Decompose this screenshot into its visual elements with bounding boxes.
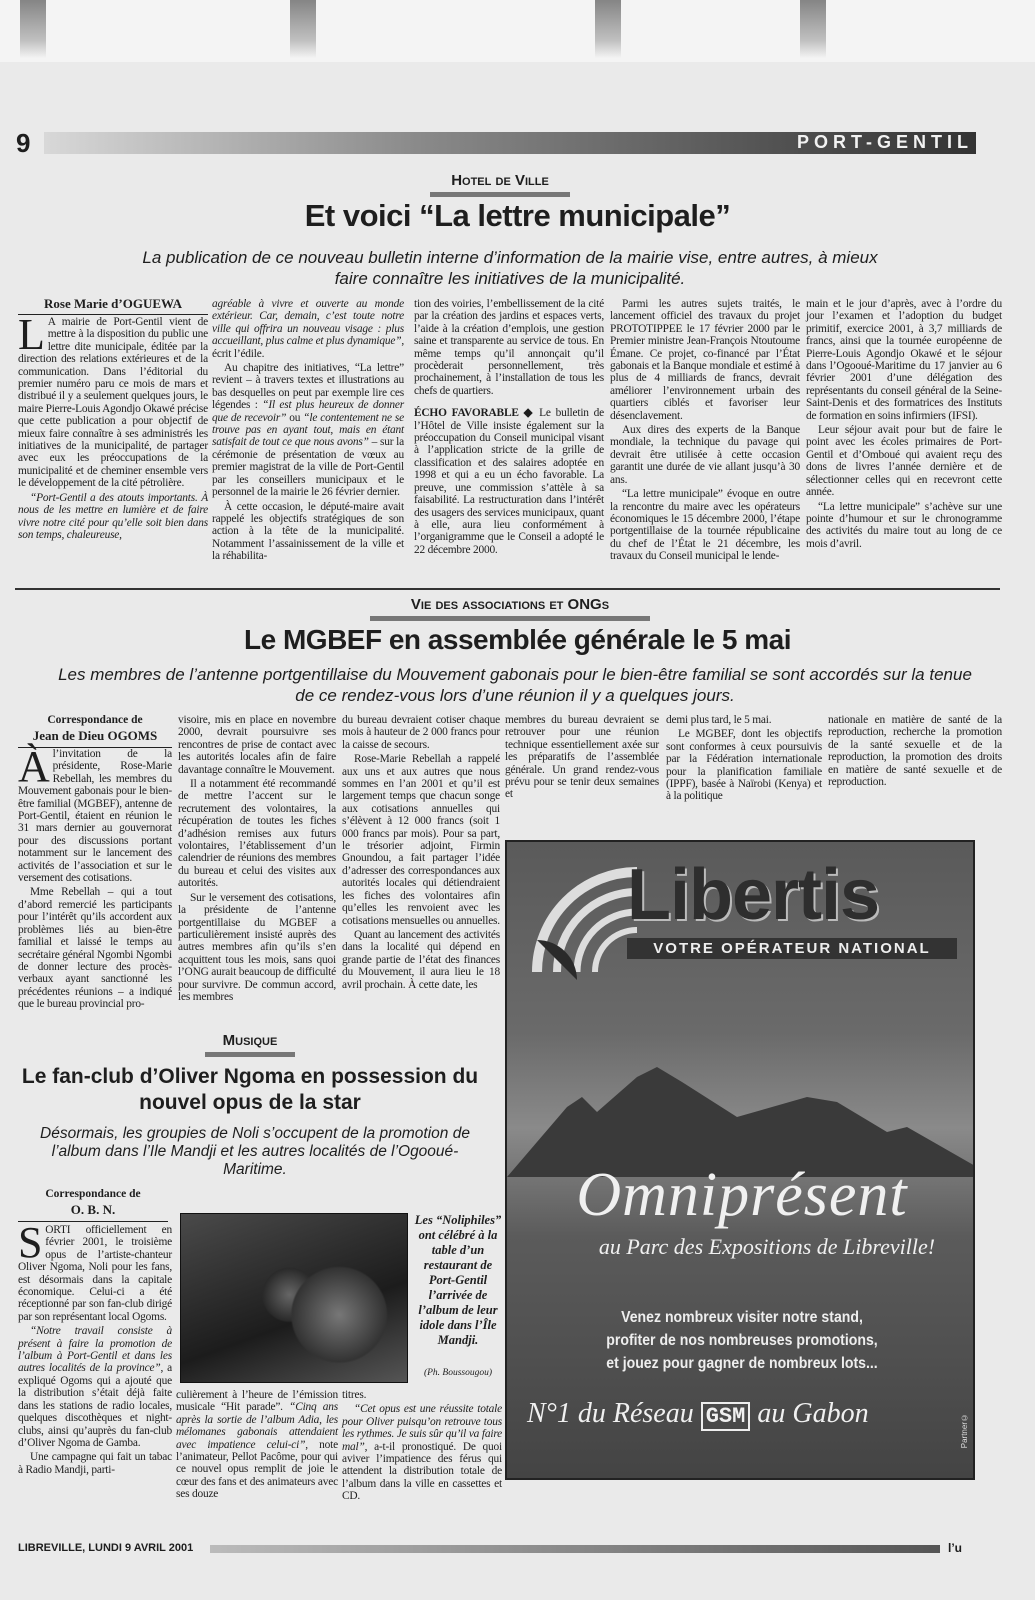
body-text: visoire, mis en place en novembre 2000, devrait poursuivre ses rencontres de prise de contact avec les autorités locales afin de faire davantage connaître le Mouvement.: [178, 714, 336, 776]
article2-kicker: Vie des associations et ONGs: [370, 596, 650, 621]
article2-column: [178, 714, 336, 1003]
photo-caption: Les “Noliphiles” ont célébré à la table d’un restaurant de Port-Gentil l’arrivée de l’album de leur idole dans l’Île Mandji.: [414, 1213, 502, 1347]
divider: [15, 588, 1000, 590]
paragraph: [342, 753, 500, 927]
body-text: tion des voiries, l’embellissement de la cité par la création des jardins et espaces verts, l’aide à la création d’emplois, une gestion saine et transparente au service de tous. En même temps qu’il annonçait qu’il procèderait personnellement, très prochainement, à l’installation de tous les chefs de quartiers.: [414, 298, 604, 397]
ad-slogan-end: au Gabon: [757, 1398, 869, 1429]
paragraph: [414, 298, 604, 397]
body-text: “La lettre municipale” s’achève sur une pointe d’humour et sur le chronogramme des activités du maire tout au long de ce mois d’avril.: [806, 500, 1002, 550]
article3-column: [18, 1218, 173, 1476]
body-text: Sur le versement des cotisations, la présidente de l’antenne portgentillaise du MGBEF a particulièrement insisté auprès des autres membres afin qu’ils s’en acquittent tous les mois, sans quoi l’ONG aurait beaucoup de difficulté pour survivre. De commun accord, les membres: [178, 891, 336, 1003]
footer-bar: [210, 1545, 940, 1553]
body-text: ou: [286, 411, 304, 424]
body-text: , a expliqué Ogoms qui a ajouté que la distribution s’était déjà faite dans les stations de radio locales, quelques discothèques et night-clubs, ainsi qu’auprès du fan-club d’Oliver Ngoma de Gamba.: [18, 1362, 173, 1449]
article3-column: [176, 1389, 338, 1501]
gsm-logo: GSM: [701, 1402, 751, 1431]
body-text: , écrit l’édile.: [212, 335, 404, 360]
quote-text: “Notre travail consiste à présent à faire la promotion de l’album à Port-Gentil et dans les autres localités de la province”: [18, 1325, 172, 1375]
body-text: nationale en matière de santé de la reproduction, recherche la promotion de la santé sexuelle et de la reproduction, la promotion des droits en matière de santé sexuelle et de reproduction.: [828, 714, 1002, 789]
paragraph: [178, 714, 336, 776]
article1-kicker: Hotel de Ville: [430, 172, 570, 197]
paragraph: [18, 1325, 172, 1449]
article3-deck: Désormais, les groupies de Noli s’occupent de la promotion de l’album dans l’Ile Mandji et les autres localités de l’Ogooué-Maritime.: [40, 1125, 470, 1178]
paragraph: [18, 1451, 172, 1476]
ad-tagline: VOTRE OPÉRATEUR NATIONAL: [627, 938, 957, 959]
body-text: À cette occasion, le député-maire avait rappelé les objectifs stratégiques de son action à la tête de la municipalité. Notamment l’assainissement de la ville et la réhabilita-: [212, 500, 404, 563]
body-text: membres du bureau devraient se retrouver pour une réunion technique essentiellement axée sur les préparatifs de l’assemblée générale. Un grand rendez-vous prévu pour se tenir deux semaines et: [505, 714, 659, 801]
article1-byline: Rose Marie d’OGUEWA: [18, 296, 208, 315]
drop-cap: L: [18, 310, 45, 359]
body-text: Le bulletin de l’Hôtel de Ville insiste également sur la préoccupation du Conseil municipal visant à l’application stricte de la grille de classification et des salaires adoptée en 1998 et qui a eu un écho favorable. La preuve, une commission s’attèle à sa faisabilité. La restructuration dans l’intérêt des usagers des services municipaux, quant à elle, aura lieu conformément à l’organigramme que le Conseil a adopté le 22 décembre 2000.: [414, 407, 604, 556]
quote-text: agréable à vivre et ouverte au monde extérieur. Car, demain, c’est toute notre ville qui offrira un nouveau visage : plus accueillant, plus calme et plus dynamique”: [212, 298, 404, 348]
quote-text: “le contentement ne se trouve pas en ayant tout, mais en étant satisfait de tout ce que nous avons”: [212, 411, 404, 449]
paragraph: [212, 298, 404, 360]
scan-smudge: [800, 0, 826, 58]
fan-club-photo: [180, 1213, 408, 1383]
ad-promo: [553, 1306, 931, 1375]
article2-headline: Le MGBEF en assemblée générale le 5 mai: [244, 624, 791, 655]
ad-slogan: [527, 1398, 967, 1430]
article2-column: [828, 714, 1002, 788]
body-text: , a-t-il pronostiqué. De quoi aviver l’impatience des férus qui attendent la distribution totale de l’album dans la ville en cassettes et CD.: [342, 1440, 502, 1503]
article1-headline: Et voici “La lettre municipale”: [304, 198, 731, 233]
paragraph: [212, 501, 404, 563]
byline-prefix: Correspondance de: [45, 1188, 141, 1200]
ad-promo-line: Venez nombreux visiter notre stand,: [621, 1309, 863, 1326]
ad-promo-line: profiter de nos nombreuses promotions,: [606, 1332, 878, 1349]
footer-next-page: l’u: [948, 1541, 962, 1555]
body-text: du bureau devraient cotiser chaque mois à hauteur de 2 000 francs pour la caisse de secours.: [342, 714, 500, 751]
body-text: Une campagne qui fait un tabac à Radio Mandji, parti-: [18, 1451, 172, 1476]
body-text: “La lettre municipale” évoque en outre la rencontre du maire avec les opérateurs économiques le 15 décembre 2000, l’étape portgentillaise de la tournée républicaine du chef de l’État le 21 décembre, les travaux du Conseil municipal le lende-: [610, 488, 800, 563]
scan-smudge: [290, 0, 316, 58]
body-text: Au chapitre des initiatives, “La lettre” revient – à travers textes et illustrations au bas desquelles on peut par exemple lire ces légendes :: [212, 362, 404, 412]
paragraph: [18, 886, 172, 1010]
body-text: culièrement à l’heure de l’émission musicale “Hit parade”.: [176, 1389, 338, 1414]
article2-column: [505, 714, 659, 801]
article2-column: [18, 742, 172, 1011]
quote-text: “Il est plus heureux de donner que de recevoir”: [212, 399, 404, 424]
libertis-advertisement: [505, 840, 975, 1480]
body-text: Parmi les autres sujets traités, le lancement officiel des travaux du projet PROTOTIPPEE le 17 février 2000 par le Premier ministre Jean-François Ntoutoume Émane. Ce projet, co-financé par l’État gabonais et la Banque mondiale et estimé à plus de 4 milliards de francs, devrait améliorer l’environnement urbain des quartiers ciblés et favoriser leur désenclavement.: [610, 298, 800, 422]
page-number: 9: [16, 128, 31, 158]
body-text: main et le jour d’après, avec à l’ordre du jour l’examen et l’adoption du budget primitif, exercice 2001, à 3,7 milliards de francs, ainsi que la tournée européenne de Pierre-Louis Agondjo Okawé et le séjour dans l’Ogooué-Maritime du 17 janvier au 6 février 2001 d’une délégation des représentants du conseil général de la Seine-Saint-Denis et des formatrices des Instituts de formation en soins infirmiers (IFSI).: [806, 298, 1002, 422]
footer-dateline: LIBREVILLE, LUNDI 9 AVRIL 2001: [18, 1542, 194, 1554]
body-text: Rose-Marie Rebellah a rappelé aux uns et aux autres que nous sommes en l’an 2001 et qu’il est largement temps que chacun songe aux cotisations annuelles qui s’élèvent à 12 000 francs (soit 1 000 francs par mois). Pour sa part, le trésorier adjoint, Firmin Gnoundou, a fait partager l’idée d’adresser des correspondances aux autorités locales qui détiendraient les fiches des volontaires afin qu’elles les renvoient avec les cotisations mensuelles ou annuelles.: [342, 753, 500, 927]
ad-agency-credit: Partner©: [960, 1412, 969, 1448]
body-text: , note l’animateur, Pellot Pacôme, pour qui ce nouvel opus remplit de joie le cœur des fans et des animateurs avec ses douze: [176, 1438, 338, 1501]
scan-top-strip: [0, 0, 1035, 62]
paragraph: [178, 778, 336, 890]
byline-author: Jean de Dieu OGOMS: [32, 728, 158, 743]
paragraph: [178, 892, 336, 1004]
body-text: Le MGBEF, dont les objectifs sont conformes à ceux poursuivis par la Fédération internationale pour la planification familiale (IPPF), basée à Naïrobi (Kenya) et à la politique: [666, 728, 822, 803]
paragraph: [666, 714, 822, 726]
article2-column: [342, 714, 500, 991]
paragraph: [610, 424, 800, 486]
section-title: PORT-GENTIL: [797, 132, 973, 152]
body-text: ORTI officiellement en février 2001, le troisième opus de l’artiste-chanteur Oliver Ngoma, Noli pour les fans, est désormais dans la capitale économique. Celui-ci a été réceptionné par son fan-club dirigé par son représentant local Ogoms.: [18, 1224, 172, 1323]
paragraph: [806, 501, 1002, 551]
paragraph: [176, 1389, 338, 1501]
paragraph: [505, 714, 659, 801]
paragraph: [18, 310, 209, 490]
ad-brand: Libertis: [627, 855, 880, 935]
paragraph: [666, 728, 822, 802]
article2-column: [666, 714, 822, 803]
paragraph: [342, 929, 500, 991]
paragraph: [342, 1389, 502, 1401]
byline-prefix: Correspondance de: [47, 714, 143, 726]
paragraph: [342, 1403, 502, 1502]
photo-credit: (Ph. Boussougou): [423, 1368, 493, 1378]
paragraph: [18, 742, 172, 885]
body-text: Quant au lancement des activités dans la localité qui dépend en grande partie de l’état des finances du Mouvement, il aura lieu le 18 avril prochain. À cette date, les: [342, 928, 500, 991]
body-text: Leur séjour avait pour but de faire le point avec les écoles primaires de Port-Gentil et d’Omboué qui avaient reçu des dons de livres l’année dernière et de sélectionner celles qui en recevront cette année.: [806, 424, 1002, 499]
paragraph: [18, 1218, 172, 1323]
drop-cap: S: [18, 1218, 43, 1267]
paragraph: [610, 488, 800, 562]
article1-column: [414, 298, 604, 556]
paragraph: [806, 298, 1002, 422]
paragraph: [828, 714, 1002, 788]
paragraph: [414, 407, 604, 556]
ad-promo-line: et jouez pour gagner de nombreux lots...: [606, 1355, 878, 1372]
article1-column: [212, 298, 404, 563]
body-text: A mairie de Port-Gentil vient de mettre à la disposition du public une lettre dite municipale, éditée par la direction des relations extérieures et de la communication. Dans l’éditorial du premier numéro paru ce mois de mars et distribué il y a seulement quelques jours, le maire Pierre-Louis Agondjo Okawé précise que cette publication a pour objectif de mieux faire connaître à ses administrés les initiatives de la municipalité, de partager avec eux les préoccupations de la municipalité et de cheminer ensemble vers le développement de la cité pétrolière.: [18, 316, 209, 490]
article1-column: [806, 298, 1002, 550]
ad-slogan-start: N°1 du Réseau: [527, 1398, 694, 1429]
article3-byline: [18, 1186, 168, 1222]
paragraph: [212, 362, 404, 498]
quote-text: “Cet opus est une réussite totale pour Oliver puisqu’on retrouve tous les rythmes. Je suis sûr qu’il va faire mal”: [342, 1403, 502, 1453]
quote-text: “Port-Gentil a des atouts importants. À nous de les mettre en lumière et de faire vivre notre cité pour qu’elle soit bien dans son temps, chaleureuse,: [18, 491, 208, 541]
article1-deck: La publication de ce nouveau bulletin interne d’information de la mairie vise, entre autres, à mieux faire connaître les initiatives de la municipalité.: [142, 248, 878, 288]
quote-text: “Cinq ans après la sortie de l’album Adia, les mélomanes gabonais attendaient avec impatience celui-ci”: [176, 1401, 339, 1451]
body-text: Il a notamment été recommandé de mettre l’accent sur le recrutement des volontaires, la récupération de toutes les fiches d’adhésion remises aux futurs volontaires, l’établissement d’un calendrier de réunions des membres du bureau et celui des visites aux autorités.: [178, 778, 336, 890]
paragraph: [610, 298, 800, 422]
body-text: Mme Rebellah – qui a tout d’abord remercié les participants pour l’intérêt qu’ils accordent aux problèmes liés au bien-être familial et laissé le temps au secrétaire général Ngombi Ngombi de donner lecture des procès-verbaux ayant sanctionné les précédentes réunions – a indiqué que le bureau provincial pro-: [18, 886, 172, 1011]
paragraph: [342, 714, 500, 751]
body-text: l’invitation de la présidente, Rose-Marie Rebellah, les membres du Mouvement gabonais pour le bien-être familial (MGBEF), antenne de Port-Gentil, étaient en réunion le 31 mars dernier au gouvernorat pour des discussions portant notamment sur le lancement des activités de l’association et sur le versement des cotisations.: [18, 748, 172, 885]
drop-cap: À: [18, 742, 50, 791]
tent-silhouettes-image: [507, 1037, 975, 1177]
article3-kicker: Musique: [205, 1032, 295, 1057]
byline-author: O. B. N.: [70, 1202, 116, 1217]
scan-smudge: [595, 0, 621, 58]
article3-headline: Le fan-club d’Oliver Ngoma en possession du nouvel opus de la star: [21, 1065, 479, 1114]
scan-smudge: [20, 0, 46, 58]
paragraph: [806, 424, 1002, 498]
body-text: demi plus tard, le 5 mai.: [666, 714, 772, 726]
article2-deck: Les membres de l’antenne portgentillaise du Mouvement gabonais pour le bien-être familial se sont accordés sur la tenue de ce rendez-vous lors d’une réunion il y a quelques jours.: [58, 665, 972, 705]
ad-headline: Omniprésent: [576, 1161, 908, 1229]
subhead-text: ÉCHO FAVORABLE ◆: [414, 407, 535, 420]
paragraph: [18, 492, 208, 542]
article1-column: [610, 298, 800, 563]
body-text: – sur la cérémonie de présentation de vœux au premier magistrat de la ville de Port-Gentil par les conseillers municipaux et le personnel de la mairie le 26 février dernier.: [212, 436, 404, 499]
article3-column: [342, 1389, 502, 1503]
body-text: titres.: [342, 1389, 367, 1401]
article1-column: [18, 310, 209, 541]
ad-venue: au Parc des Expositions de Libreville!: [598, 1234, 936, 1259]
body-text: Aux dires des experts de la Banque mondiale, la technique du pavage qui devrait être utilisée à cette occasion garantit une durée de vie allant jusqu’à 30 ans.: [610, 424, 800, 486]
